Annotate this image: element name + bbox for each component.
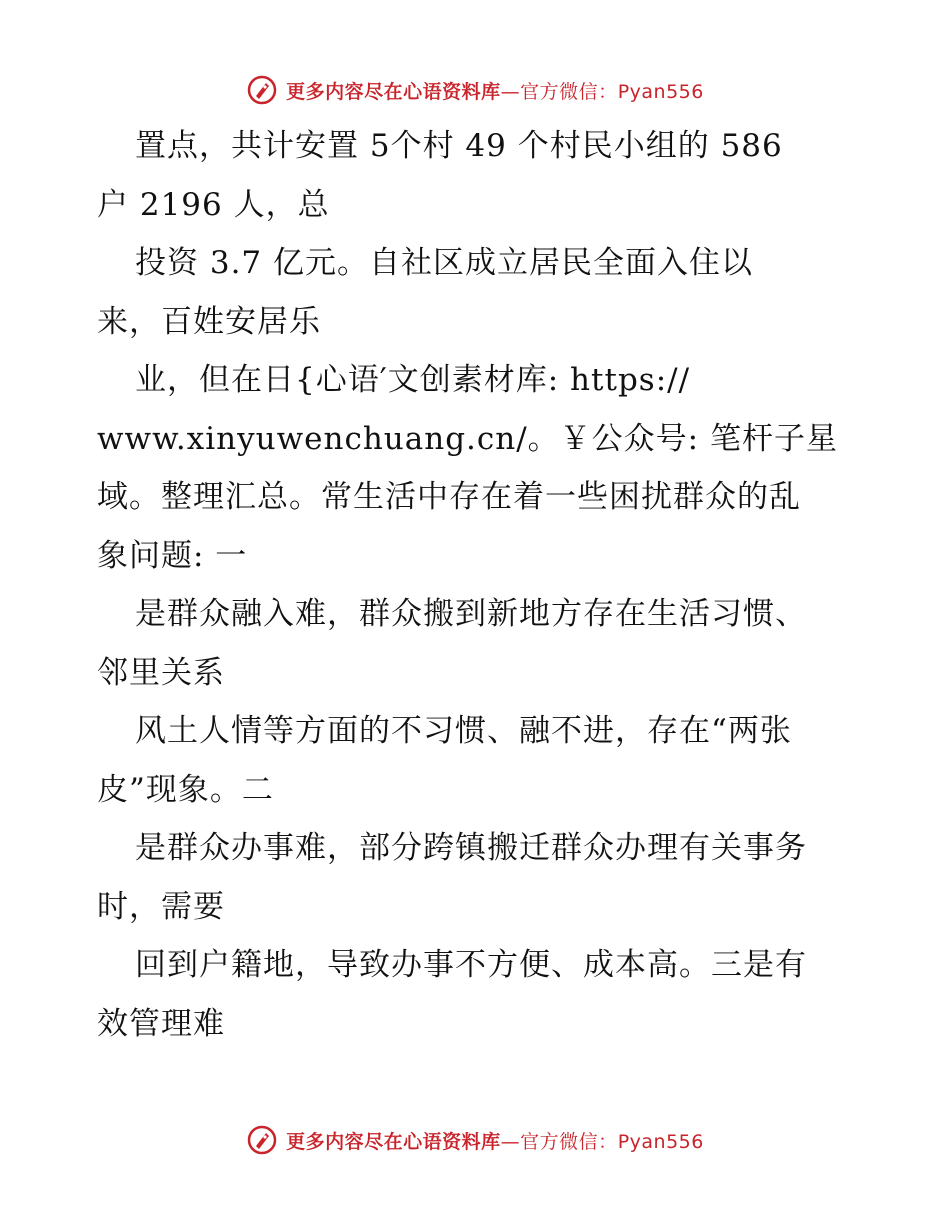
text-line: www.xinyuwenchuang.cn/。￥公众号: 笔杆子星 xyxy=(97,420,838,457)
text-line: 置点，共计安置 5个村 49 个村民小组的 586 xyxy=(135,128,783,164)
text-line: 回到户籍地，导致办事不方便、成本高。三是有 xyxy=(135,947,807,983)
text-line: 业，但在日{心语′文创素材库: https:// xyxy=(135,362,691,398)
header-watermark-banner xyxy=(0,70,950,110)
text-line: 时，需要 xyxy=(97,888,225,925)
text-line: 户 2196 人，总 xyxy=(97,186,330,223)
header-banner-text xyxy=(286,77,704,104)
pen-nib-logo-icon xyxy=(246,74,278,106)
banner-wechat-id: Pyan556 xyxy=(617,1130,704,1153)
pen-nib-logo-icon xyxy=(246,1124,278,1156)
document-body xyxy=(97,117,857,1053)
banner-separator: — xyxy=(500,80,521,103)
banner-wechat-id: Pyan556 xyxy=(617,80,704,103)
text-line: 投资 3.7 亿元。自社区成立居民全面入住以 xyxy=(135,245,754,281)
footer-banner-text xyxy=(286,1127,704,1154)
text-line: 是群众融入难，群众搬到新地方存在生活习惯、 xyxy=(135,596,807,632)
text-line: 皮”现象。二 xyxy=(97,771,274,808)
footer-watermark-banner xyxy=(0,1120,950,1160)
text-line: 是群众办事难，部分跨镇搬迁群众办理有关事务 xyxy=(135,830,807,866)
banner-separator: — xyxy=(500,1130,521,1153)
text-line: 域。整理汇总。常生活中存在着一些困扰群众的乱 xyxy=(97,479,801,515)
banner-wechat-label: 官方微信： xyxy=(520,1130,618,1153)
banner-main-text: 更多内容尽在心语资料库 xyxy=(286,80,501,103)
banner-wechat-label: 官方微信： xyxy=(520,80,618,103)
text-line: 效管理难 xyxy=(97,1005,225,1042)
text-line: 象问题: 一 xyxy=(97,537,248,574)
banner-main-text: 更多内容尽在心语资料库 xyxy=(286,1130,501,1153)
text-line: 来，百姓安居乐 xyxy=(97,303,321,340)
text-line: 风土人情等方面的不习惯、融不进，存在“两张 xyxy=(135,713,792,749)
text-line: 邻里关系 xyxy=(97,654,225,691)
